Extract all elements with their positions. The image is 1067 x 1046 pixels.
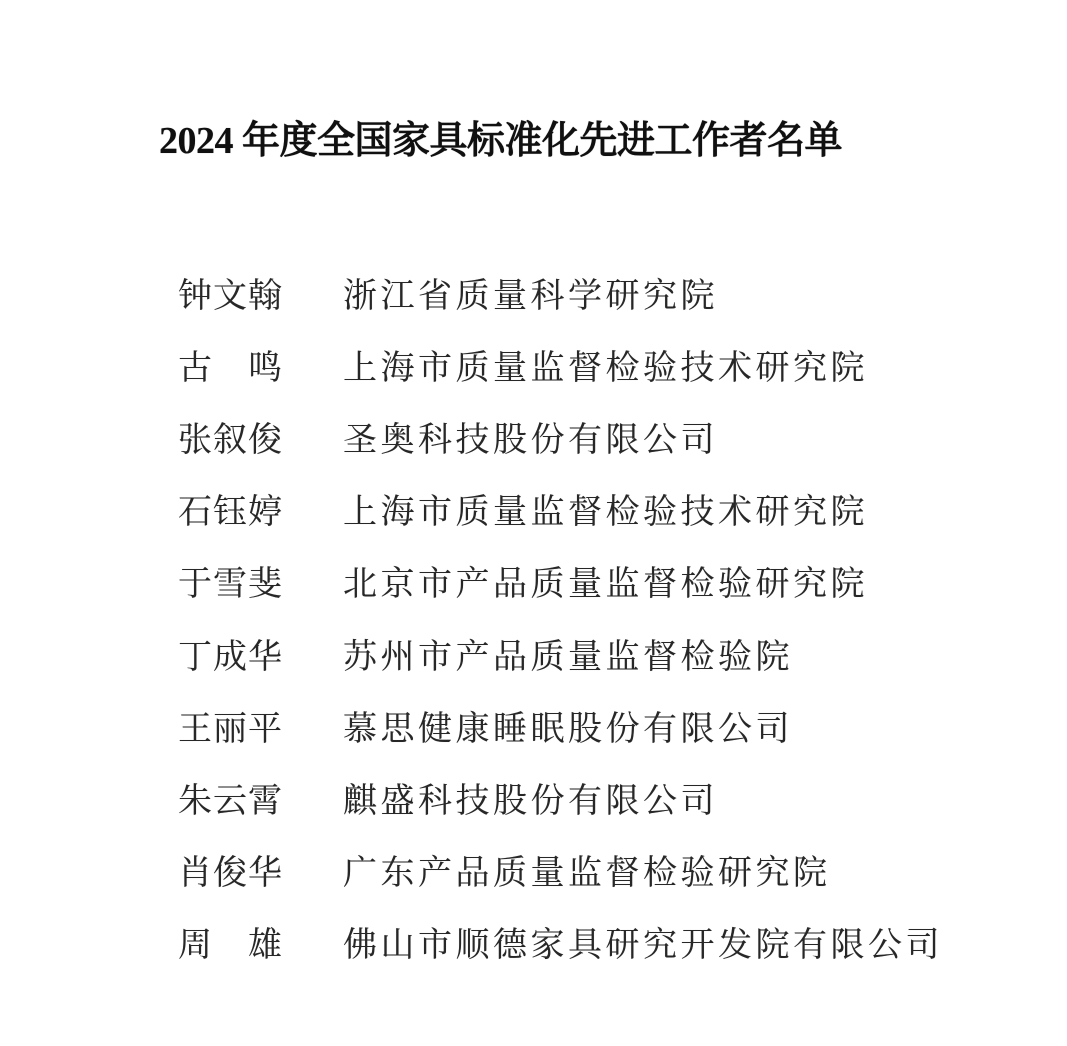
organization-name: 圣奥科技股份有限公司 [343, 421, 718, 459]
person-name: 钟文翰 [178, 277, 283, 315]
list-item [178, 906, 943, 978]
list-item [178, 473, 943, 545]
organization-name: 苏州市产品质量监督检验院 [343, 638, 793, 676]
list-item [178, 545, 943, 617]
organization-name: 广东产品质量监督检验研究院 [343, 855, 831, 893]
organization-name: 上海市质量监督检验技术研究院 [343, 349, 868, 387]
organization-name: 北京市产品质量监督检验研究院 [343, 566, 868, 604]
person-name: 周 雄 [178, 927, 283, 965]
list-item [178, 689, 943, 761]
list-item [178, 400, 943, 472]
organization-name: 慕思健康睡眠股份有限公司 [343, 710, 793, 748]
organization-name: 麒盛科技股份有限公司 [343, 782, 718, 820]
list-item [178, 328, 943, 400]
list-item [178, 761, 943, 833]
list-item [178, 834, 943, 906]
person-name: 王丽平 [178, 710, 283, 748]
person-name: 于雪斐 [178, 566, 283, 604]
page-title: 2024 年度全国家具标准化先进工作者名单 [159, 120, 843, 162]
person-name: 张叙俊 [178, 421, 283, 459]
list-item [178, 617, 943, 689]
person-name: 石钰婷 [178, 494, 283, 532]
person-name: 古 鸣 [178, 349, 283, 387]
person-name: 肖俊华 [178, 855, 283, 893]
person-name: 丁成华 [178, 638, 283, 676]
organization-name: 浙江省质量科学研究院 [343, 277, 718, 315]
list-item [178, 256, 943, 328]
organization-name: 上海市质量监督检验技术研究院 [343, 494, 868, 532]
organization-name: 佛山市顺德家具研究开发院有限公司 [343, 927, 943, 965]
person-name: 朱云霄 [178, 782, 283, 820]
awardee-list [178, 256, 943, 978]
